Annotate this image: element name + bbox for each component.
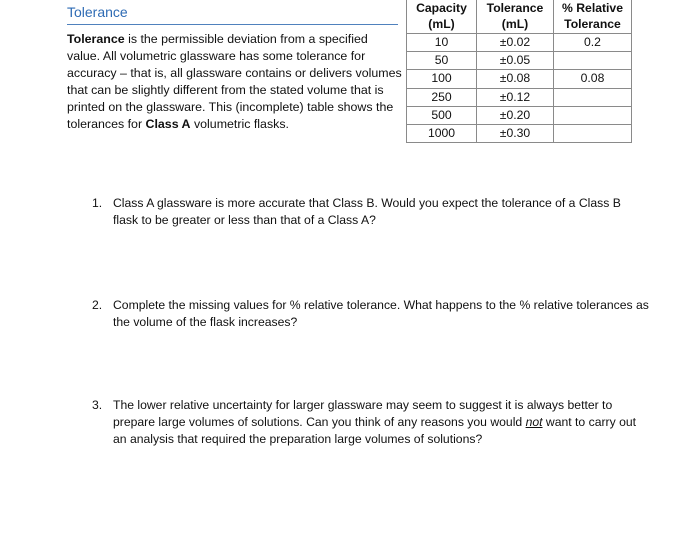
question-text-part-2: want to carry out an analysis that required the preparation large volumes of solutions? [113, 415, 637, 446]
header-relative-tolerance: % Relative Tolerance [554, 0, 632, 34]
cell-tolerance: ±0.02 [477, 34, 554, 52]
section-heading: Tolerance [67, 4, 128, 20]
question-text-part-1: The lower relative uncertainty for larger glassware may seem to suggest it is always better to prepare large volumes of solutions. Can you think of any reasons you would [113, 398, 613, 429]
cell-relative[interactable]: 0.2 [554, 34, 632, 52]
cell-capacity: 10 [407, 34, 477, 52]
intro-text-part-2: volumetric flasks. [190, 117, 289, 132]
table-row [407, 124, 632, 142]
cell-relative[interactable] [554, 124, 632, 142]
header-capacity: Capacity (mL) [407, 0, 477, 34]
cell-capacity: 250 [407, 88, 477, 106]
cell-relative[interactable] [554, 52, 632, 70]
heading-underline [67, 24, 398, 25]
intro-text-part-1: is the permissible deviation from a specified value. All volumetric glassware has some tolerance for accuracy – that is, all glassware contains or delivers volumes that can be slightly different from the stated volume that is printed on the glassware. This (incomplete) table shows the tolerances for [67, 32, 402, 132]
cell-tolerance: ±0.05 [477, 52, 554, 70]
question-number: 1. [92, 196, 103, 210]
intro-class-a: Class A [145, 117, 191, 132]
table-row [407, 88, 632, 106]
cell-tolerance: ±0.12 [477, 88, 554, 106]
cell-capacity: 100 [407, 70, 477, 88]
header-tolerance: Tolerance (mL) [477, 0, 554, 34]
question-text [113, 397, 647, 448]
cell-capacity: 500 [407, 106, 477, 124]
cell-tolerance: ±0.08 [477, 70, 554, 88]
intro-paragraph [67, 31, 402, 134]
cell-tolerance: ±0.30 [477, 124, 554, 142]
cell-relative[interactable] [554, 106, 632, 124]
cell-capacity: 50 [407, 52, 477, 70]
question-text: Class A glassware is more accurate that Class B. Would you expect the tolerance of a Class B flask to be greater or less than that of a Class A? [113, 196, 621, 227]
cell-tolerance: ±0.20 [477, 106, 554, 124]
cell-relative[interactable] [554, 88, 632, 106]
question-1 [92, 195, 637, 229]
table-row [407, 106, 632, 124]
cell-relative[interactable]: 0.08 [554, 70, 632, 88]
table-row [407, 34, 632, 52]
intro-term: Tolerance [67, 32, 125, 46]
question-number: 2. [92, 298, 103, 312]
table-header-row [407, 0, 632, 34]
cell-capacity: 1000 [407, 124, 477, 142]
question-text: Complete the missing values for % relative tolerance. What happens to the % relative tolerances as the volume of the flask increases? [113, 298, 649, 329]
question-emphasis: not [525, 415, 543, 429]
table-row [407, 52, 632, 70]
table-row [407, 70, 632, 88]
tolerance-table [406, 0, 632, 143]
question-3 [92, 397, 647, 448]
question-number: 3. [92, 398, 103, 412]
question-2 [92, 297, 657, 331]
